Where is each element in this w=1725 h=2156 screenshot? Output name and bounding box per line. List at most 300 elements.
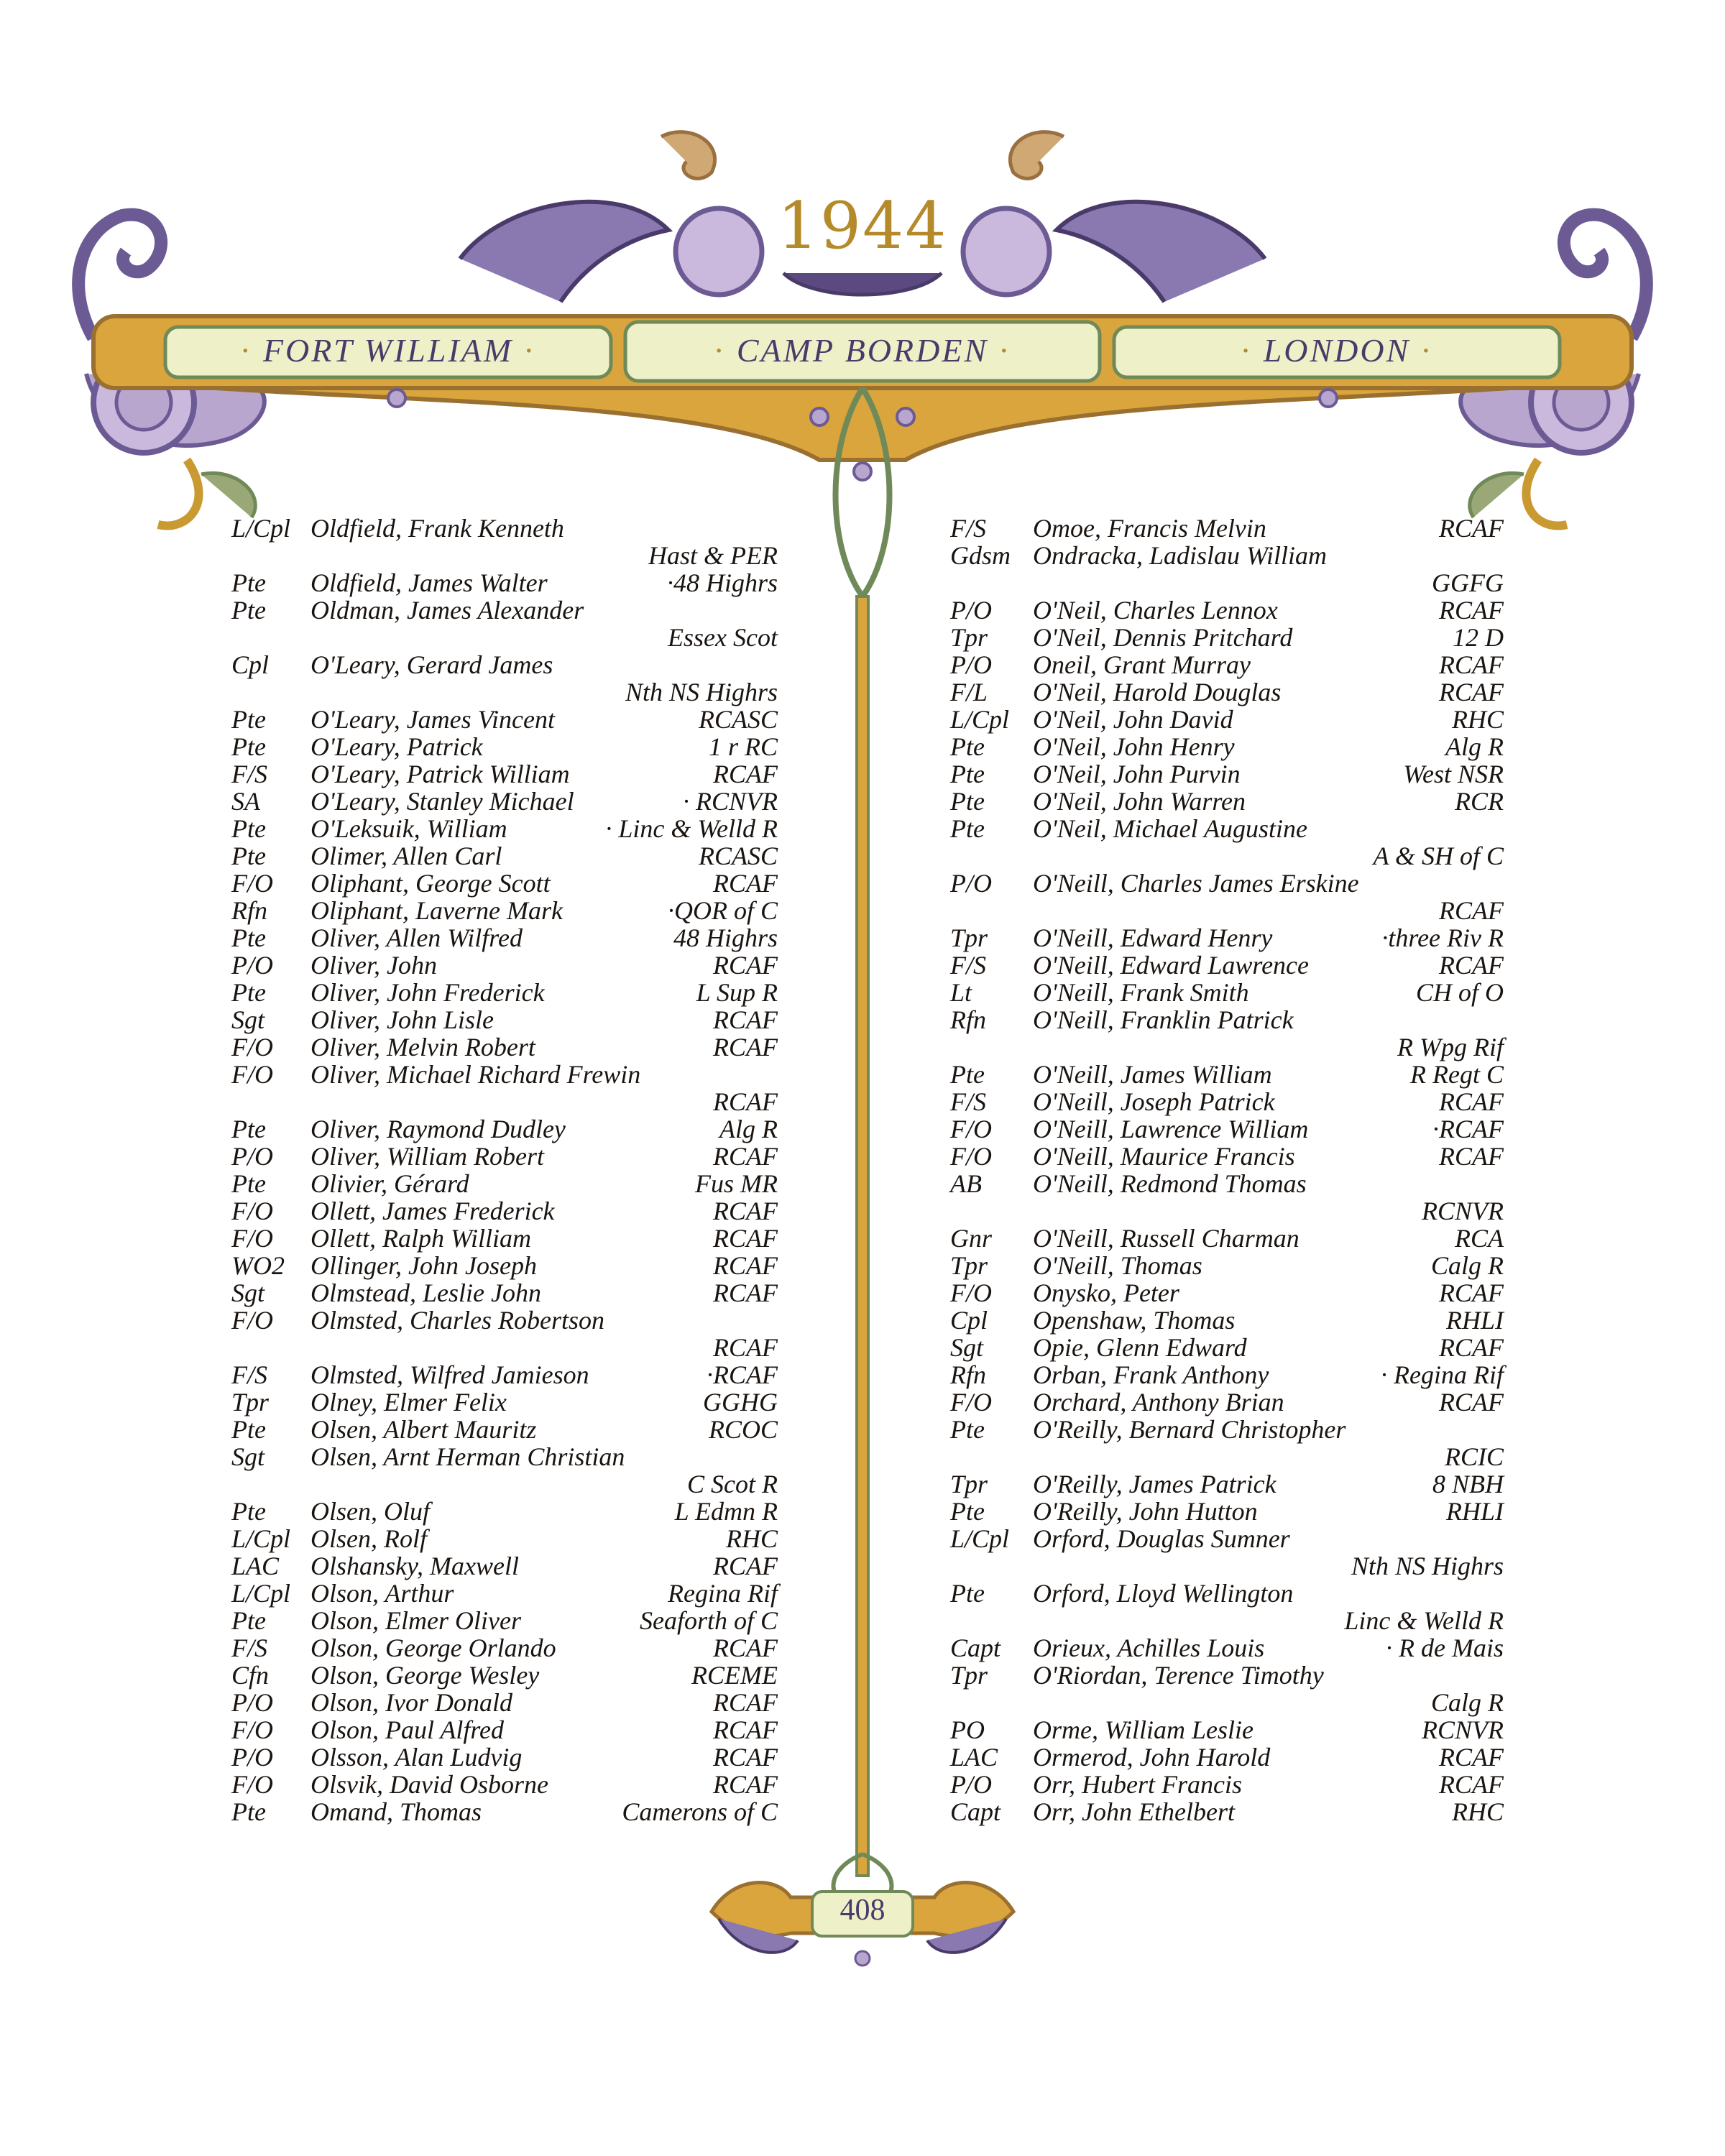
roll-entry — [231, 1525, 778, 1552]
rank-label: Pte — [950, 732, 985, 761]
rank-label: F/L — [950, 678, 988, 706]
rank-label: F/O — [950, 1388, 992, 1416]
roll-entry — [950, 842, 1504, 870]
unit-label: RHLI — [1446, 1306, 1504, 1335]
unit-label: RCAF — [713, 1142, 778, 1171]
rank-label: Cfn — [231, 1661, 270, 1690]
name-label: Olson, Ivor Donald — [310, 1688, 512, 1717]
unit-label: Camerons of C — [622, 1797, 778, 1826]
name-label: O'Neil, John David — [1033, 705, 1233, 734]
roll-entry — [231, 1716, 778, 1743]
roll-entry — [950, 1607, 1504, 1634]
roll-entry — [950, 1033, 1504, 1061]
rank-label: Sgt — [231, 1005, 265, 1034]
unit-label: RCAF — [1439, 678, 1504, 706]
roll-entry — [231, 979, 778, 1006]
unit-label: RCIC — [1444, 1442, 1504, 1471]
name-label: Oldfield, James Walter — [310, 568, 548, 597]
roll-entry — [950, 596, 1504, 624]
rank-label: Pte — [231, 568, 266, 597]
unit-label: RCAF — [1439, 514, 1504, 543]
roll-entry — [950, 733, 1504, 760]
name-label: Olson, Arthur — [310, 1579, 454, 1608]
rank-label: LAC — [950, 1743, 998, 1772]
roll-entry — [231, 870, 778, 897]
roll-entry — [950, 542, 1504, 569]
roll-entry — [231, 1115, 778, 1143]
unit-label: 1 r RC — [708, 732, 778, 761]
roll-entry — [231, 1361, 778, 1388]
name-label: Oliver, John Frederick — [310, 978, 545, 1007]
rank-label: F/O — [950, 1115, 992, 1143]
unit-label: RCAF — [1439, 650, 1504, 679]
unit-label: ·RCAF — [1432, 1115, 1504, 1143]
unit-label: Hast & PER — [648, 541, 778, 570]
unit-label: ·three Riv R — [1381, 923, 1504, 952]
roll-entry — [231, 624, 778, 651]
name-label: O'Neill, James William — [1033, 1060, 1272, 1089]
rank-label: Sgt — [231, 1279, 265, 1307]
name-label: Ondracka, Ladislau William — [1033, 541, 1328, 570]
name-label: Orford, Douglas Sumner — [1033, 1524, 1290, 1553]
roll-entry — [950, 1225, 1504, 1252]
roll-entry — [950, 1689, 1504, 1716]
name-label: Olmsted, Wilfred Jamieson — [310, 1360, 589, 1389]
unit-label: RCAF — [713, 1333, 778, 1362]
rank-label: Pte — [950, 1579, 985, 1608]
rank-label: Tpr — [950, 923, 988, 952]
roll-entry — [231, 1607, 778, 1634]
rank-label: F/O — [231, 1224, 273, 1253]
roll-entry — [950, 924, 1504, 952]
unit-label: RCAF — [713, 1688, 778, 1717]
name-label: O'Neill, Thomas — [1033, 1251, 1202, 1280]
rank-label: AB — [950, 1169, 982, 1198]
roll-entry — [231, 1662, 778, 1689]
unit-label: RCEME — [691, 1661, 778, 1690]
rank-label: Rfn — [231, 896, 267, 925]
roll-entry — [950, 1279, 1504, 1307]
unit-label: RCA — [1455, 1224, 1504, 1253]
roll-entry — [950, 1552, 1504, 1580]
roll-entry — [950, 870, 1504, 897]
name-label: Oliver, Raymond Dudley — [310, 1115, 566, 1143]
rank-label: F/S — [231, 760, 267, 788]
roll-entry — [950, 1771, 1504, 1798]
rank-label: F/O — [231, 1715, 273, 1744]
roll-entry — [950, 1252, 1504, 1279]
rank-label: P/O — [950, 596, 992, 625]
rank-label: Sgt — [231, 1442, 265, 1471]
roll-entry — [231, 1088, 778, 1115]
unit-label: RCASC — [698, 842, 778, 870]
roll-entry — [950, 569, 1504, 596]
left-roll-column — [231, 515, 778, 1825]
roll-entry — [950, 1580, 1504, 1607]
name-label: Ormerod, John Harold — [1033, 1743, 1271, 1772]
name-label: Oneil, Grant Murray — [1033, 650, 1251, 679]
unit-label: RCAF — [1439, 1333, 1504, 1362]
unit-label: RCAF — [713, 1251, 778, 1280]
roll-entry — [950, 760, 1504, 788]
unit-label: Fus MR — [695, 1169, 778, 1198]
name-label: O'Neill, Edward Henry — [1033, 923, 1273, 952]
roll-entry — [231, 952, 778, 979]
banner-left: · FORT WILLIAM · — [239, 332, 537, 369]
name-label: O'Leary, Patrick — [310, 732, 483, 761]
roll-entry — [231, 897, 778, 924]
name-label: O'Neil, Dennis Pritchard — [1033, 623, 1293, 652]
roll-entry — [231, 733, 778, 760]
rank-label: Pte — [950, 1060, 985, 1089]
rank-label: Pte — [231, 923, 266, 952]
name-label: Olmstead, Leslie John — [310, 1279, 541, 1307]
roll-entry — [231, 1197, 778, 1225]
rank-label: Gdsm — [950, 541, 1011, 570]
rank-label: Pte — [950, 787, 985, 816]
central-stem — [834, 388, 892, 1904]
name-label: Omoe, Francis Melvin — [1033, 514, 1266, 543]
rank-label: P/O — [950, 650, 992, 679]
unit-label: RCAF — [1439, 1279, 1504, 1307]
roll-entry — [231, 1388, 778, 1416]
rank-label: L/Cpl — [231, 1524, 291, 1553]
name-label: Olmsted, Charles Robertson — [310, 1306, 604, 1335]
unit-label: RCASC — [698, 705, 778, 734]
unit-label: RCAF — [713, 1770, 778, 1799]
rank-label: L/Cpl — [950, 1524, 1010, 1553]
roll-entry — [950, 1170, 1504, 1197]
name-label: Oliver, John — [310, 951, 437, 980]
unit-label: RHC — [1452, 705, 1504, 734]
unit-label: L Sup R — [696, 978, 778, 1007]
unit-label: RCR — [1455, 787, 1504, 816]
unit-label: RCAF — [1439, 896, 1504, 925]
name-label: O'Neill, Russell Charman — [1033, 1224, 1300, 1253]
roll-entry — [950, 1498, 1504, 1525]
rank-label: Tpr — [950, 1251, 988, 1280]
rank-label: P/O — [950, 1770, 992, 1799]
banner-left-label: FORT WILLIAM — [262, 332, 514, 369]
name-label: Olsen, Oluf — [310, 1497, 430, 1526]
rank-label: F/O — [231, 869, 273, 898]
name-label: Olney, Elmer Felix — [310, 1388, 507, 1416]
rank-label: Pte — [231, 1497, 266, 1526]
rank-label: Pte — [231, 1415, 266, 1444]
rank-label: Tpr — [950, 623, 988, 652]
roll-entry — [950, 1416, 1504, 1443]
roll-entry — [950, 1307, 1504, 1334]
name-label: Olson, George Wesley — [310, 1661, 540, 1690]
roll-entry — [231, 515, 778, 542]
name-label: Orban, Frank Anthony — [1033, 1360, 1269, 1389]
name-label: O'Neill, Franklin Patrick — [1033, 1005, 1294, 1034]
rank-label: F/O — [231, 1197, 273, 1225]
rank-label: F/S — [231, 1634, 267, 1662]
roll-entry — [950, 1334, 1504, 1361]
rank-label: LAC — [231, 1552, 280, 1580]
name-label: O'Neill, Lawrence William — [1033, 1115, 1309, 1143]
name-label: Orford, Lloyd Wellington — [1033, 1579, 1294, 1608]
name-label: O'Neil, John Henry — [1033, 732, 1235, 761]
rank-label: F/O — [950, 1142, 992, 1171]
name-label: Olsen, Rolf — [310, 1524, 427, 1553]
name-label: O'Neil, Michael Augustine — [1033, 814, 1307, 843]
unit-label: Seaforth of C — [639, 1606, 778, 1635]
roll-entry — [950, 897, 1504, 924]
unit-label: RCAF — [1439, 1142, 1504, 1171]
roll-entry — [231, 1225, 778, 1252]
unit-label: R Regt C — [1410, 1060, 1504, 1089]
name-label: Oliver, William Robert — [310, 1142, 544, 1171]
roll-entry — [950, 1388, 1504, 1416]
unit-label: RCAF — [1439, 596, 1504, 625]
rank-label: P/O — [231, 951, 273, 980]
roll-entry — [950, 1088, 1504, 1115]
name-label: Olson, Paul Alfred — [310, 1715, 504, 1744]
roll-entry — [231, 1416, 778, 1443]
roll-entry — [950, 1115, 1504, 1143]
right-roll-column — [950, 515, 1504, 1825]
rank-label: Pte — [231, 842, 266, 870]
roll-entry — [231, 569, 778, 596]
name-label: Oliver, Michael Richard Frewin — [310, 1060, 641, 1089]
unit-label: · Linc & Welld R — [605, 814, 778, 843]
roll-entry — [231, 651, 778, 678]
unit-label: RCAF — [713, 869, 778, 898]
roll-entry — [231, 1033, 778, 1061]
rank-label: P/O — [231, 1743, 273, 1772]
roll-entry — [950, 1525, 1504, 1552]
unit-label: RCAF — [713, 1279, 778, 1307]
roll-entry — [231, 788, 778, 815]
rank-label: Pte — [231, 596, 266, 625]
unit-label: 12 D — [1453, 623, 1504, 652]
name-label: Opie, Glenn Edward — [1033, 1333, 1247, 1362]
roll-entry — [231, 1170, 778, 1197]
name-label: O'Neill, Maurice Francis — [1033, 1142, 1295, 1171]
roll-entry — [231, 1580, 778, 1607]
rank-label: Pte — [950, 814, 985, 843]
unit-label: Linc & Welld R — [1344, 1606, 1504, 1635]
rank-label: Capt — [950, 1634, 1001, 1662]
rank-label: Cpl — [950, 1306, 988, 1335]
unit-label: RHC — [726, 1524, 778, 1553]
roll-entry — [231, 596, 778, 624]
roll-entry — [950, 1061, 1504, 1088]
name-label: O'Neil, John Purvin — [1033, 760, 1241, 788]
roll-entry — [950, 624, 1504, 651]
unit-label: GGFG — [1432, 568, 1504, 597]
name-label: Orr, Hubert Francis — [1033, 1770, 1243, 1799]
banner-right: · LONDON · — [1240, 332, 1434, 369]
roll-entry — [950, 706, 1504, 733]
rank-label: Sgt — [950, 1333, 984, 1362]
roll-entry — [231, 1634, 778, 1662]
name-label: Orme, William Leslie — [1033, 1715, 1254, 1744]
name-label: Onysko, Peter — [1033, 1279, 1179, 1307]
roll-entry — [231, 542, 778, 569]
name-label: Ollett, James Frederick — [310, 1197, 555, 1225]
name-label: O'Neil, Charles Lennox — [1033, 596, 1278, 625]
rank-label: L/Cpl — [231, 514, 291, 543]
roll-entry — [231, 1552, 778, 1580]
rank-label: P/O — [231, 1142, 273, 1171]
name-label: O'Neill, Edward Lawrence — [1033, 951, 1310, 980]
unit-label: RCAF — [713, 1197, 778, 1225]
name-label: Openshaw, Thomas — [1033, 1306, 1236, 1335]
roll-entry — [231, 1771, 778, 1798]
roll-entry — [950, 815, 1504, 842]
roll-entry — [231, 1279, 778, 1307]
rank-label: Pte — [231, 732, 266, 761]
banner-right-label: LONDON — [1263, 332, 1411, 369]
rank-label: Rfn — [950, 1360, 986, 1389]
unit-label: L Edmn R — [674, 1497, 778, 1526]
unit-label: 8 NBH — [1432, 1470, 1504, 1498]
roll-entry — [231, 1470, 778, 1498]
rank-label: P/O — [950, 869, 992, 898]
rank-label: Tpr — [950, 1470, 988, 1498]
unit-label: RCAF — [713, 1087, 778, 1116]
rank-label: L/Cpl — [231, 1579, 291, 1608]
unit-label: · Regina Rif — [1381, 1360, 1504, 1389]
roll-entry — [950, 1662, 1504, 1689]
unit-label: RCAF — [1439, 1388, 1504, 1416]
rank-label: P/O — [231, 1688, 273, 1717]
rank-label: Pte — [950, 760, 985, 788]
unit-label: RCAF — [713, 951, 778, 980]
rank-label: Pte — [231, 1606, 266, 1635]
unit-label: Alg R — [1445, 732, 1504, 761]
rank-label: F/S — [950, 1087, 986, 1116]
name-label: O'Leary, Stanley Michael — [310, 787, 574, 816]
unit-label: RHLI — [1446, 1497, 1504, 1526]
unit-label: RCAF — [1439, 1087, 1504, 1116]
unit-label: RCAF — [713, 1005, 778, 1034]
unit-label: ·48 Highrs — [666, 568, 778, 597]
unit-label: RCOC — [708, 1415, 778, 1444]
unit-label: Regina Rif — [668, 1579, 778, 1608]
rank-label: Pte — [950, 1497, 985, 1526]
roll-entry — [950, 788, 1504, 815]
name-label: Orchard, Anthony Brian — [1033, 1388, 1284, 1416]
roll-entry — [950, 515, 1504, 542]
name-label: O'Leksuik, William — [310, 814, 507, 843]
name-label: O'Neill, Frank Smith — [1033, 978, 1249, 1007]
roll-entry — [950, 1743, 1504, 1771]
roll-entry — [231, 815, 778, 842]
name-label: Oliver, Allen Wilfred — [310, 923, 523, 952]
rank-label: F/S — [950, 514, 986, 543]
name-label: Omand, Thomas — [310, 1797, 482, 1826]
name-label: Orieux, Achilles Louis — [1033, 1634, 1265, 1662]
name-label: O'Riordan, Terence Timothy — [1033, 1661, 1324, 1690]
name-label: Olsen, Arnt Herman Christian — [310, 1442, 625, 1471]
rank-label: Pte — [231, 1797, 266, 1826]
roll-entry — [231, 678, 778, 706]
rank-label: SA — [231, 787, 260, 816]
name-label: O'Leary, Patrick William — [310, 760, 570, 788]
unit-label: ·QOR of C — [668, 896, 778, 925]
rank-label: F/O — [231, 1306, 273, 1335]
unit-label: RCAF — [713, 1634, 778, 1662]
rank-label: F/O — [950, 1279, 992, 1307]
rank-label: Rfn — [950, 1005, 986, 1034]
roll-entry — [950, 651, 1504, 678]
roll-entry — [231, 1307, 778, 1334]
name-label: O'Reilly, James Patrick — [1033, 1470, 1276, 1498]
name-label: Olimer, Allen Carl — [310, 842, 502, 870]
unit-label: ·RCAF — [707, 1360, 778, 1389]
unit-label: Calg R — [1430, 1251, 1504, 1280]
unit-label: · RCNVR — [683, 787, 778, 816]
name-label: O'Leary, Gerard James — [310, 650, 553, 679]
unit-label: RHC — [1452, 1797, 1504, 1826]
unit-label: R Wpg Rif — [1397, 1033, 1504, 1061]
roll-entry — [231, 1743, 778, 1771]
roll-entry — [950, 952, 1504, 979]
roll-entry — [231, 1443, 778, 1470]
rank-label: Pte — [950, 1415, 985, 1444]
roll-entry — [950, 1443, 1504, 1470]
unit-label: West NSR — [1403, 760, 1504, 788]
roll-entry — [950, 1470, 1504, 1498]
unit-label: Alg R — [719, 1115, 778, 1143]
name-label: Oliver, John Lisle — [310, 1005, 494, 1034]
unit-label: RCAF — [713, 1715, 778, 1744]
name-label: Oliver, Melvin Robert — [310, 1033, 535, 1061]
roll-entry — [950, 1143, 1504, 1170]
roll-entry — [950, 1197, 1504, 1225]
roll-entry — [950, 1798, 1504, 1825]
name-label: Oliphant, George Scott — [310, 869, 551, 898]
rank-label: Pte — [231, 1115, 266, 1143]
rank-label: Lt — [950, 978, 972, 1007]
roll-entry — [950, 1634, 1504, 1662]
rank-label: Pte — [231, 705, 266, 734]
page-number: 408 — [840, 1894, 886, 1927]
rank-label: L/Cpl — [950, 705, 1010, 734]
name-label: O'Reilly, Bernard Christopher — [1033, 1415, 1346, 1444]
banner-center: · CAMP BORDEN · — [713, 332, 1012, 369]
unit-label: · R de Mais — [1386, 1634, 1504, 1662]
roll-entry — [950, 678, 1504, 706]
unit-label: RCAF — [713, 1224, 778, 1253]
roll-entry — [231, 1498, 778, 1525]
name-label: Ollinger, John Joseph — [310, 1251, 537, 1280]
roll-entry — [950, 1361, 1504, 1388]
rank-label: F/O — [231, 1033, 273, 1061]
name-label: Olson, Elmer Oliver — [310, 1606, 521, 1635]
roll-entry — [231, 706, 778, 733]
rank-label: F/O — [231, 1060, 273, 1089]
rank-label: Capt — [950, 1797, 1001, 1826]
unit-label: Nth NS Highrs — [625, 678, 778, 706]
unit-label: RCAF — [713, 1033, 778, 1061]
unit-label: RCNVR — [1422, 1715, 1504, 1744]
rank-label: F/S — [231, 1360, 267, 1389]
rank-label: Gnr — [950, 1224, 993, 1253]
unit-label: RCAF — [1439, 1770, 1504, 1799]
rank-label: PO — [950, 1715, 985, 1744]
roll-entry — [950, 1006, 1504, 1033]
name-label: O'Neill, Joseph Patrick — [1033, 1087, 1275, 1116]
unit-label: C Scot R — [687, 1470, 778, 1498]
banner-center-label: CAMP BORDEN — [736, 332, 989, 369]
rank-label: Pte — [231, 978, 266, 1007]
unit-label: RCAF — [1439, 1743, 1504, 1772]
